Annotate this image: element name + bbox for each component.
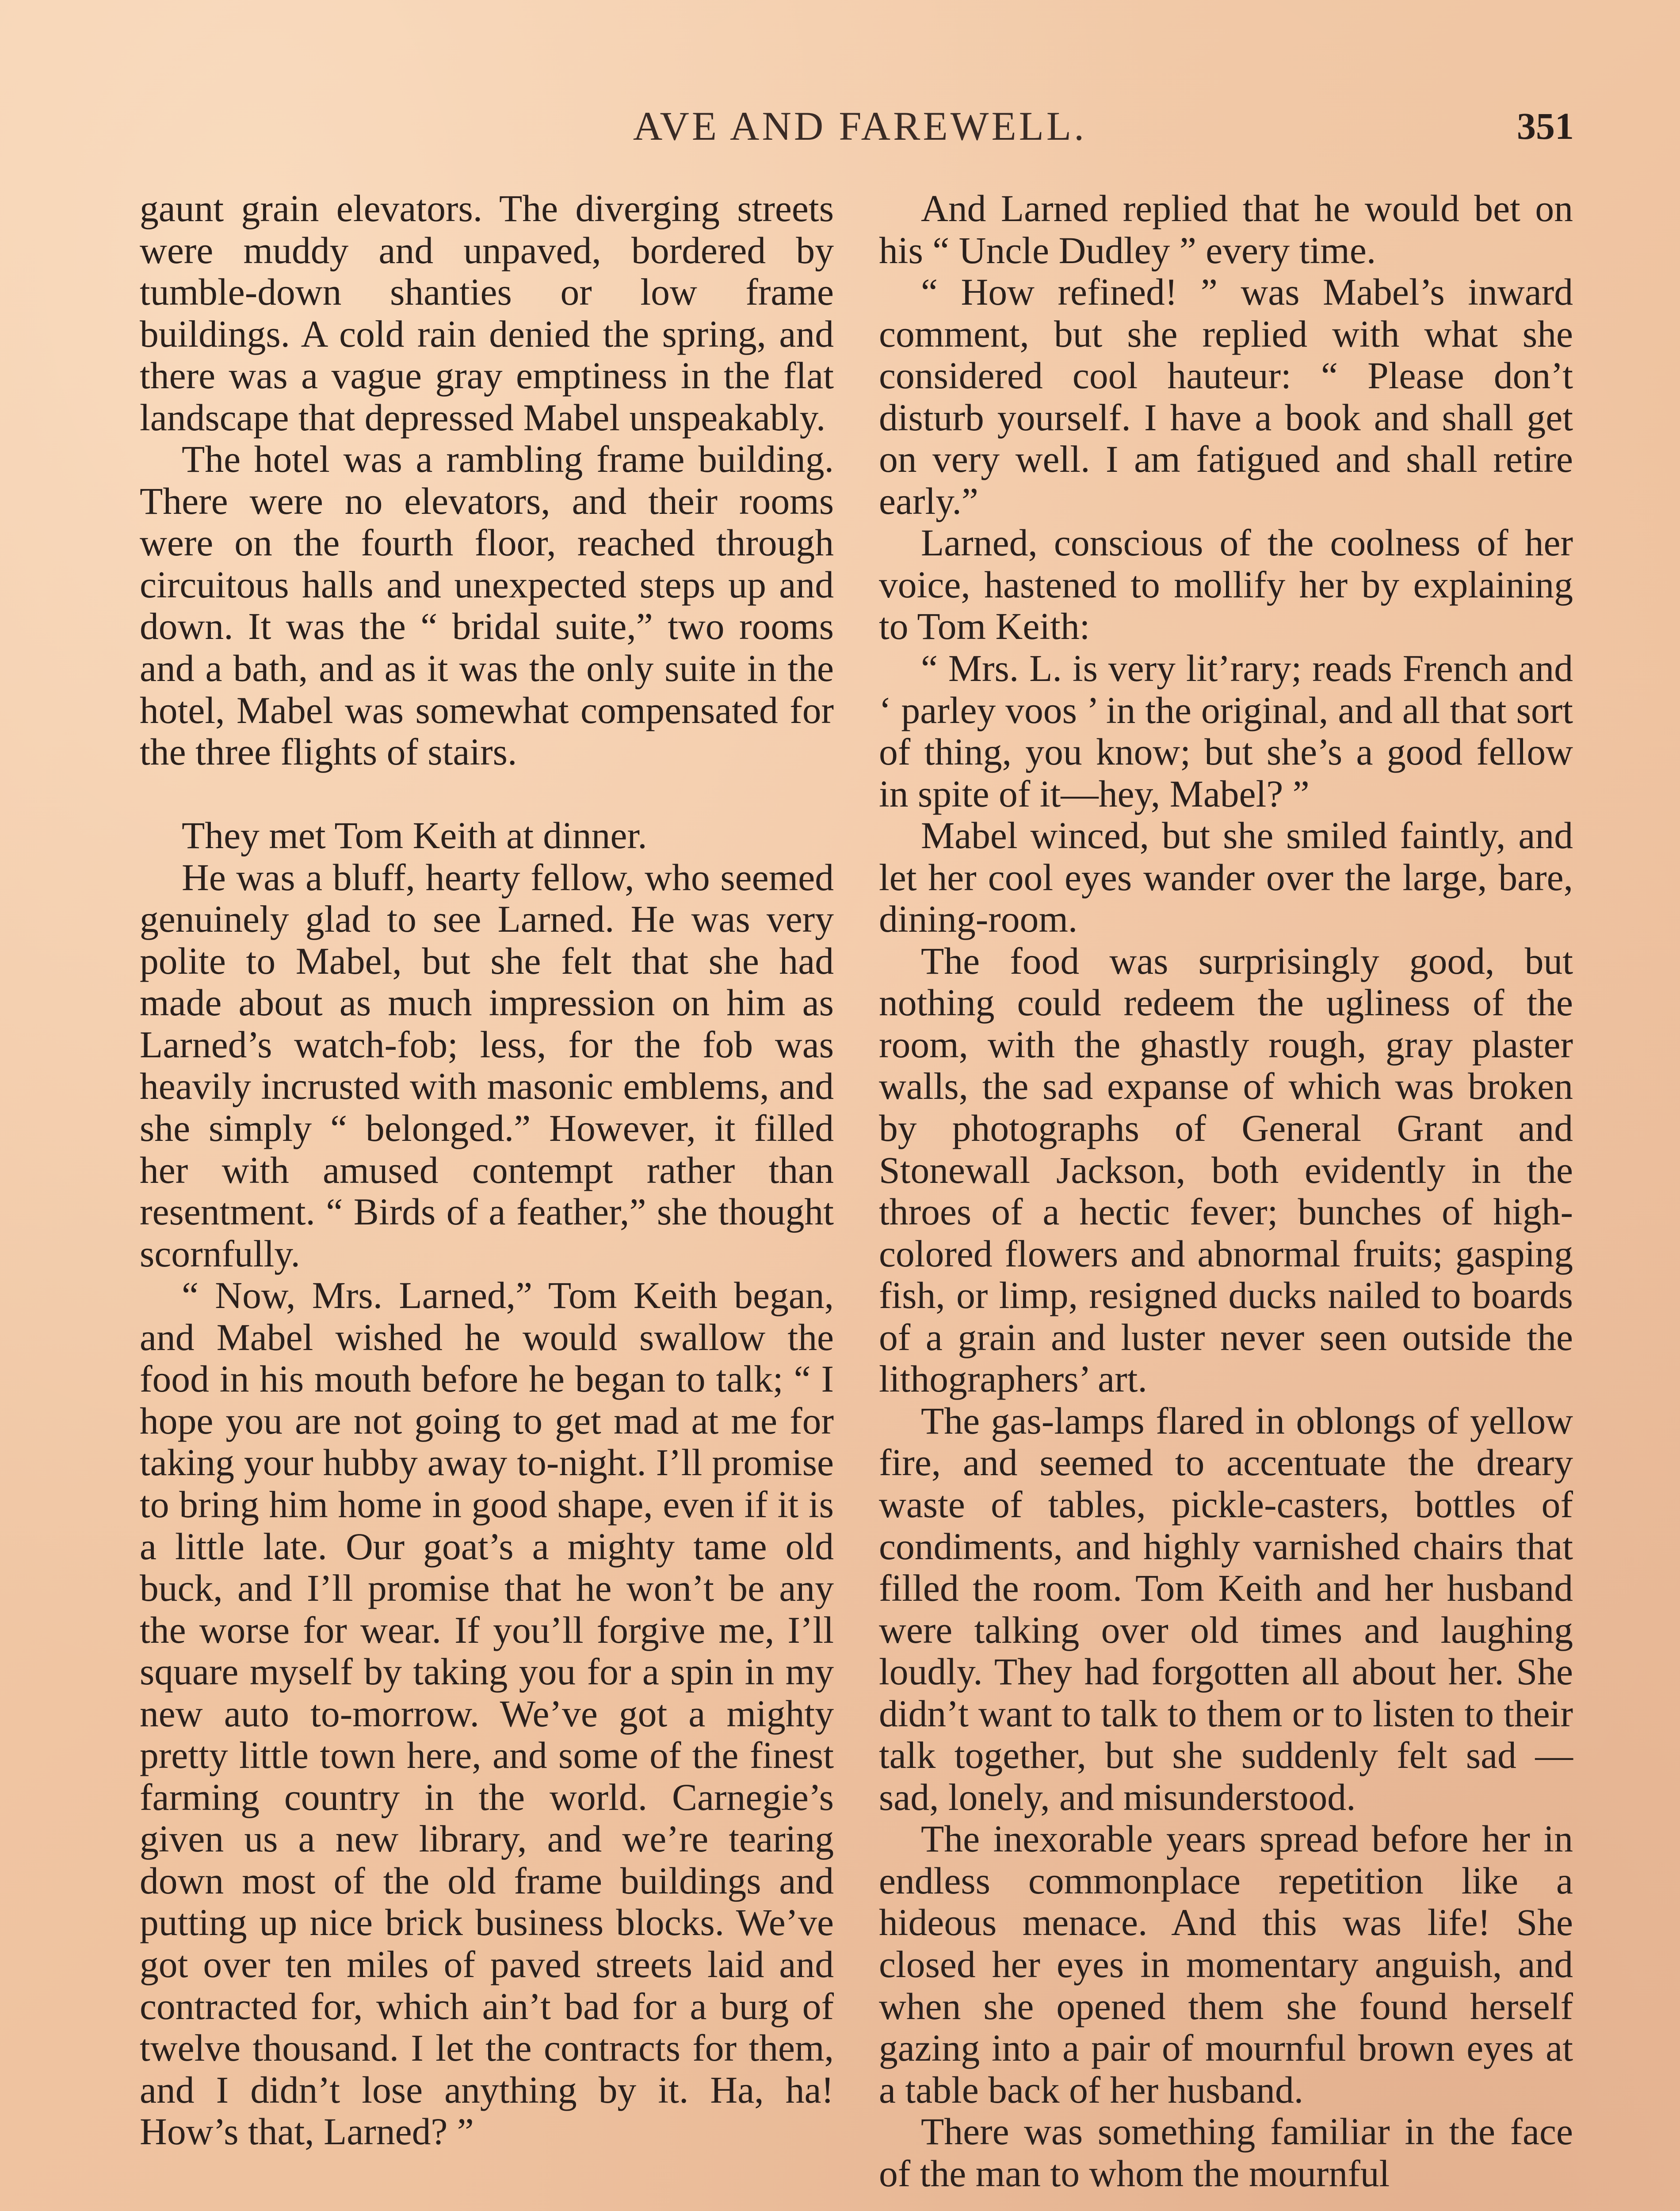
paragraph: The inexorable years spread before her in endless commonplace repetition like a hideous menace. And this was life! She closed her eyes in momentary anguish, and when she opened them she found herself gazing into a pair of mournful brown eyes at a table back of her husband. xyxy=(879,1818,1573,2111)
paragraph: “ How refined! ” was Mabel’s inward comment, but she replied with what she considered cool hauteur: “ Please don’t disturb yourself. I have a book and shall get on very well. I am fatigued and shall retire early.” xyxy=(879,271,1573,522)
paragraph: “ Mrs. L. is very lit’rary; reads French and ‘ parley voos ’ in the original, and all that sort of thing, you know; but she’s a good fellow in spite of it—hey, Mabel? ” xyxy=(879,647,1573,815)
right-column xyxy=(879,188,1573,2195)
paragraph: And Larned replied that he would bet on his “ Uncle Dudley ” every time. xyxy=(879,187,1573,272)
paragraph: He was a bluff, hearty fellow, who seemed genuinely glad to see Larned. He was very polite to Mabel, but she felt that she had made about as much impression on him as Larned’s watch-fob; less, for the fob was heavily incrusted with masonic emblems, and she simply “ belonged.” However, it filled her with amused contempt rather than resentment. “ Birds of a feather,” she thought scornfully. xyxy=(140,856,834,1275)
paragraph: The hotel was a rambling frame building. There were no elevators, and their rooms were on the fourth floor, reached through circuitous halls and unexpected steps up and down. It was the “ bridal suite,” two rooms and a bath, and as it was the only suite in the hotel, Mabel was somewhat compensated for the three flights of stairs. xyxy=(140,438,834,773)
paragraph: They met Tom Keith at dinner. xyxy=(182,815,647,857)
running-title: AVE AND FAREWELL. xyxy=(633,103,1087,149)
left-column xyxy=(140,188,834,2153)
paragraph: Larned, conscious of the coolness of her voice, hastened to mollify her by explaining to Tom Keith: xyxy=(879,522,1573,648)
paragraph: The gas-lamps flared in oblongs of yellow fire, and seemed to accentuate the dreary waste of tables, pickle-casters, bottles of condiments, and highly varnished chairs that filled the room. Tom Keith and her husband were talking over old times and laughing loudly. They had forgotten all about her. She didn’t want to talk to them or to listen to their talk together, but she suddenly felt sad — sad, lonely, and misunderstood. xyxy=(879,1400,1573,1818)
paragraph: There was something familiar in the face of the man to whom the mournful xyxy=(879,2111,1573,2195)
page-number: 351 xyxy=(1517,105,1574,147)
running-head xyxy=(146,102,1574,150)
paragraph: “ Now, Mrs. Larned,” Tom Keith began, and Mabel wished he would swallow the food in his mouth before he began to talk; “ I hope you are not going to get mad at me for taking your hubby away to-night. I’ll promise to bring him home in good shape, even if it is a little late. Our goat’s a mighty tame old buck, and I’ll promise that he won’t be any the worse for wear. If you’ll forgive me, I’ll square myself by taking you for a spin in my new auto to-morrow. We’ve got a mighty pretty little town here, and some of the finest farming country in the world. Carnegie’s given us a new library, and we’re tearing down most of the old frame buildings and putting up nice brick business blocks. We’ve got over ten miles of paved streets laid and contracted for, which ain’t bad for a burg of twelve thousand. I let the contracts for them, and I didn’t lose anything by it. Ha, ha! How’s that, Larned? ” xyxy=(140,1274,834,2153)
paragraph: gaunt grain elevators. The diverging streets were muddy and unpaved, bordered by tumble-down shanties or low frame buildings. A cold rain denied the spring, and there was a vague gray emptiness in the flat landscape that depressed Mabel unspeakably. xyxy=(140,187,834,439)
paragraph: Mabel winced, but she smiled faintly, and let her cool eyes wander over the large, bare, dining-room. xyxy=(879,815,1573,941)
paragraph: The food was surprisingly good, but nothing could redeem the ugliness of the room, with the ghastly rough, gray plaster walls, the sad expanse of which was broken by photographs of General Grant and Stonewall Jackson, both evidently in the throes of a hectic fever; bunches of high-colored flowers and abnormal fruits; gasping fish, or limp, resigned ducks nailed to boards of a grain and luster never seen outside the lithographers’ art. xyxy=(879,940,1573,1400)
